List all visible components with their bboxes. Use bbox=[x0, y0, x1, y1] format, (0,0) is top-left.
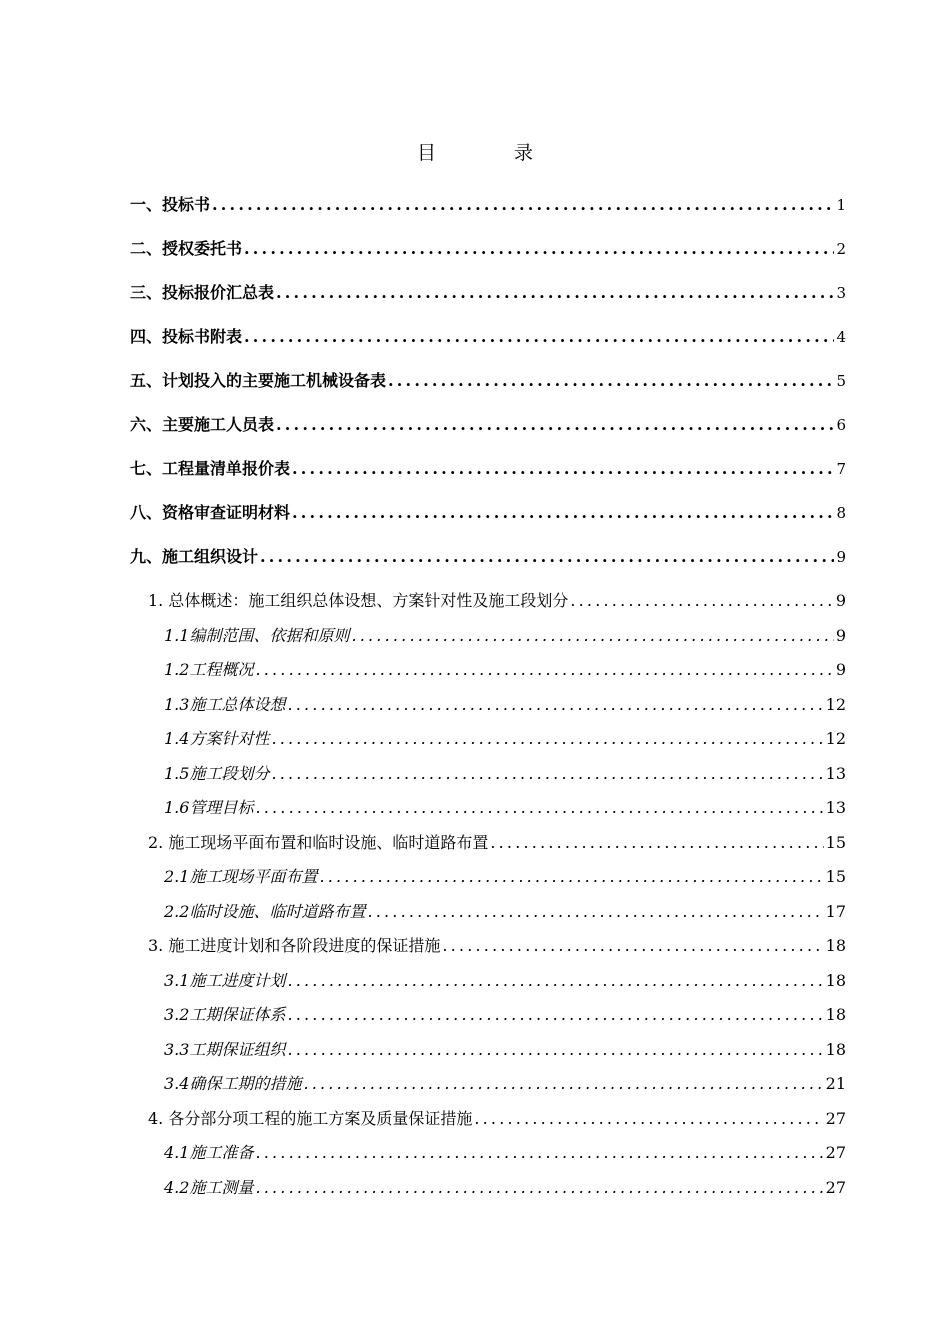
toc-page-number: 21 bbox=[825, 1074, 846, 1093]
toc-entry-label: 1.4方案针对性 bbox=[164, 729, 270, 748]
toc-entry-label: 八、资格审查证明材料 bbox=[130, 503, 291, 522]
dot-leader bbox=[474, 1109, 823, 1128]
toc-page-number: 12 bbox=[825, 729, 846, 748]
dot-leader bbox=[388, 371, 834, 390]
toc-page-number: 9 bbox=[835, 660, 846, 679]
toc-entry-label: 3.1施工进度计划 bbox=[164, 971, 286, 990]
dot-leader bbox=[292, 503, 834, 522]
dot-leader bbox=[212, 195, 834, 214]
toc-entry[interactable] bbox=[148, 1106, 846, 1129]
toc-entry-label: 1.6管理目标 bbox=[164, 798, 254, 817]
dot-leader bbox=[260, 547, 834, 566]
dot-leader bbox=[255, 660, 833, 679]
toc-entry[interactable] bbox=[164, 1037, 846, 1060]
toc-page-number: 18 bbox=[825, 971, 846, 990]
toc-entry-label: 九、施工组织设计 bbox=[130, 547, 259, 566]
toc-page-number: 9 bbox=[836, 548, 846, 566]
dot-leader bbox=[287, 1005, 823, 1024]
dot-leader bbox=[255, 798, 823, 817]
toc-page-number: 27 bbox=[825, 1143, 846, 1162]
toc-page-number: 15 bbox=[825, 867, 846, 886]
dot-leader bbox=[303, 1074, 823, 1093]
toc-page-number: 17 bbox=[825, 902, 846, 921]
toc-page-number: 13 bbox=[825, 798, 846, 817]
toc-page-number: 6 bbox=[836, 416, 846, 434]
toc-entry-label: 二、授权委托书 bbox=[130, 239, 243, 258]
toc-page-number: 3 bbox=[836, 284, 846, 302]
toc-entry-label: 六、主要施工人员表 bbox=[130, 415, 275, 434]
dot-leader bbox=[442, 936, 823, 955]
toc-entry[interactable] bbox=[164, 726, 846, 749]
toc-entry-label: 4.2施工测量 bbox=[164, 1178, 254, 1197]
toc-page-number: 4 bbox=[836, 328, 846, 346]
toc-entry[interactable] bbox=[164, 899, 846, 922]
toc-page-number: 18 bbox=[825, 1005, 846, 1024]
toc-page-number: 7 bbox=[836, 460, 846, 478]
toc-entry[interactable] bbox=[130, 368, 846, 391]
toc-entry[interactable] bbox=[164, 968, 846, 991]
toc-entry[interactable] bbox=[130, 412, 846, 435]
toc-entry[interactable] bbox=[164, 1140, 846, 1163]
toc-entry[interactable] bbox=[164, 1002, 846, 1025]
toc-entry-label: 2. 施工现场平面布置和临时设施、临时道路布置 bbox=[148, 833, 489, 852]
toc-entry-label: 2.2临时设施、临时道路布置 bbox=[164, 902, 366, 921]
toc-entry-label: 4. 各分部分项工程的施工方案及质量保证措施 bbox=[148, 1109, 473, 1128]
toc-entry[interactable] bbox=[130, 280, 846, 303]
toc-page-number: 18 bbox=[825, 936, 846, 955]
toc-entry-label: 1.3施工总体设想 bbox=[164, 695, 286, 714]
toc-page-number: 18 bbox=[825, 1040, 846, 1059]
toc-entry-label: 三、投标报价汇总表 bbox=[130, 283, 275, 302]
toc-entry-label: 3.2工期保证体系 bbox=[164, 1005, 286, 1024]
toc-page-number: 5 bbox=[836, 372, 846, 390]
toc-entry-label: 3.4确保工期的措施 bbox=[164, 1074, 302, 1093]
toc-entry[interactable] bbox=[130, 456, 846, 479]
toc-entry-label: 四、投标书附表 bbox=[130, 327, 243, 346]
dot-leader bbox=[287, 1040, 823, 1059]
toc-entry-label: 五、计划投入的主要施工机械设备表 bbox=[130, 371, 387, 390]
toc-page-number: 9 bbox=[835, 626, 846, 645]
toc-entry[interactable] bbox=[130, 324, 846, 347]
toc-entry-label: 1.2工程概况 bbox=[164, 660, 254, 679]
toc-page-number: 15 bbox=[825, 833, 846, 852]
toc-page-number: 2 bbox=[836, 240, 846, 258]
toc-page-number: 12 bbox=[825, 695, 846, 714]
toc-entry[interactable] bbox=[130, 192, 846, 215]
toc-entry-label: 4.1施工准备 bbox=[164, 1143, 254, 1162]
dot-leader bbox=[490, 833, 823, 852]
toc-entry[interactable] bbox=[164, 795, 846, 818]
dot-leader bbox=[292, 459, 834, 478]
toc-entry-label: 1.1编制范围、依据和原则 bbox=[164, 626, 350, 645]
toc-title: 目 录 bbox=[416, 142, 570, 164]
toc-entry[interactable] bbox=[164, 657, 846, 680]
toc-page-number: 8 bbox=[836, 504, 846, 522]
toc-entry-label: 1.5施工段划分 bbox=[164, 764, 270, 783]
toc-entry[interactable] bbox=[164, 623, 846, 646]
dot-leader bbox=[276, 283, 834, 302]
dot-leader bbox=[287, 695, 823, 714]
toc-entry[interactable] bbox=[164, 761, 846, 784]
toc-entry-label: 1. 总体概述：施工组织总体设想、方案针对性及施工段划分 bbox=[148, 591, 569, 610]
toc-entry[interactable] bbox=[130, 236, 846, 259]
toc-entry[interactable] bbox=[148, 830, 846, 853]
toc-entry[interactable] bbox=[148, 933, 846, 956]
toc-entry-label: 3. 施工进度计划和各阶段进度的保证措施 bbox=[148, 936, 441, 955]
toc-entry-label: 七、工程量清单报价表 bbox=[130, 459, 291, 478]
dot-leader bbox=[271, 764, 823, 783]
dot-leader bbox=[367, 902, 823, 921]
dot-leader bbox=[271, 729, 823, 748]
dot-leader bbox=[276, 415, 834, 434]
toc-page-number: 1 bbox=[836, 196, 846, 214]
toc-entry-label: 3.3工期保证组织 bbox=[164, 1040, 286, 1059]
toc-entry[interactable] bbox=[164, 864, 846, 887]
toc-page-number: 27 bbox=[825, 1109, 846, 1128]
toc-entry-label: 2.1施工现场平面布置 bbox=[164, 867, 318, 886]
toc-entry[interactable] bbox=[130, 500, 846, 523]
dot-leader bbox=[570, 591, 833, 610]
dot-leader bbox=[255, 1178, 823, 1197]
toc-page-number: 13 bbox=[825, 764, 846, 783]
toc-entry[interactable] bbox=[164, 1071, 846, 1094]
dot-leader bbox=[287, 971, 823, 990]
toc-page-number: 9 bbox=[835, 591, 846, 610]
toc-entry-label: 一、投标书 bbox=[130, 195, 211, 214]
dot-leader bbox=[319, 867, 823, 886]
toc-entry[interactable] bbox=[130, 544, 846, 567]
dot-leader bbox=[255, 1143, 823, 1162]
toc-entry[interactable] bbox=[148, 588, 846, 611]
dot-leader bbox=[244, 239, 834, 258]
toc-entry[interactable] bbox=[164, 692, 846, 715]
toc-entry[interactable] bbox=[164, 1175, 846, 1198]
dot-leader bbox=[351, 626, 833, 645]
dot-leader bbox=[244, 327, 834, 346]
toc-page-number: 27 bbox=[825, 1178, 846, 1197]
